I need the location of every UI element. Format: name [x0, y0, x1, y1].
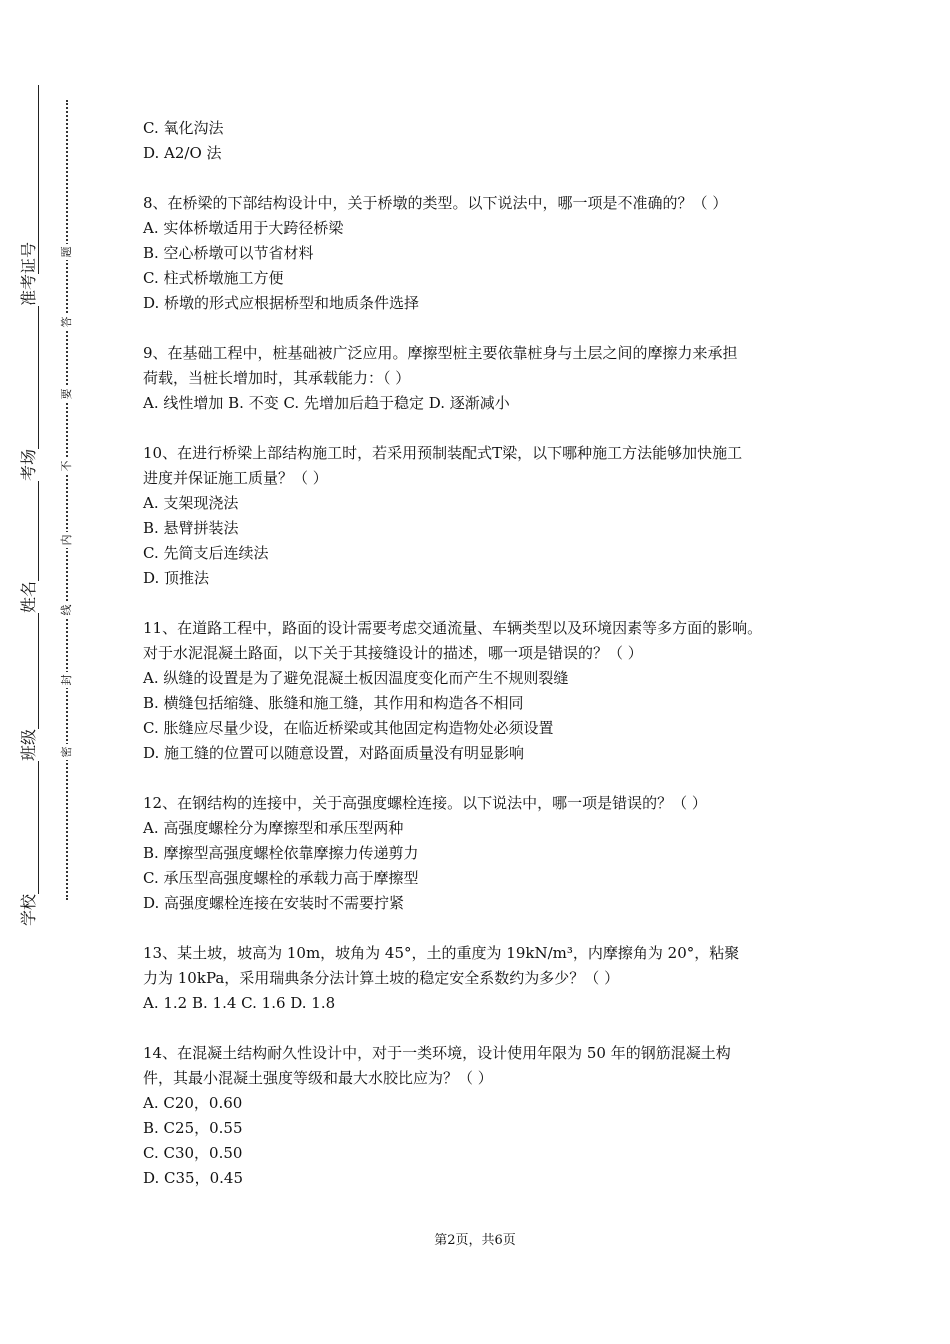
option-line: B. 空心桥墩可以节省材料: [143, 244, 314, 262]
binding-margin: [0, 0, 90, 1344]
option-line: C. 先简支后连续法: [143, 544, 269, 562]
question-stem: 9、在基础工程中，桩基础被广泛应用。摩擦型桩主要依靠桩身与土层之间的摩擦力来承担: [143, 344, 738, 362]
option-line: D. 桥墩的形式应根据桥型和地质条件选择: [143, 294, 420, 312]
option-line: B. 横缝包括缩缝、胀缝和施工缝，其作用和构造各不相同: [143, 694, 524, 712]
question-10: [143, 441, 833, 591]
seal-char: 题: [59, 244, 75, 260]
class-label: 班级: [20, 729, 56, 761]
option-line: A. 高强度螺栓分为摩擦型和承压型两种: [143, 819, 404, 837]
exam-content: [143, 116, 833, 1216]
question-8: [143, 191, 833, 316]
option-line: A. 线性增加 B. 不变 C. 先增加后趋于稳定 D. 逐渐减小: [143, 394, 510, 412]
option-line: B. 摩擦型高强度螺栓依靠摩擦力传递剪力: [143, 844, 419, 862]
school-label: 学校: [20, 894, 56, 926]
name-label: 姓名: [20, 581, 56, 613]
seal-char: 内: [59, 532, 75, 548]
question-11: [143, 616, 833, 766]
question-stem: 11、在道路工程中，路面的设计需要考虑交通流量、车辆类型以及环境因素等多方面的影响。: [143, 619, 763, 637]
seal-char: 要: [59, 386, 75, 402]
question-stem: 8、在桥梁的下部结构设计中，关于桥墩的类型。以下说法中，哪一项是不准确的？（ ）: [143, 194, 728, 212]
option-line: A. 支架现浇法: [143, 494, 239, 512]
seal-char: 线: [59, 602, 75, 618]
question-stem: 进度并保证施工质量？（ ）: [143, 469, 328, 487]
question-9: [143, 341, 833, 416]
question-stem: 12、在钢结构的连接中，关于高强度螺栓连接。以下说法中，哪一项是错误的？（ ）: [143, 794, 707, 812]
option-line: A. 1.2 B. 1.4 C. 1.6 D. 1.8: [143, 994, 336, 1012]
question-stem: 10、在进行桥梁上部结构施工时，若采用预制装配式T梁，以下哪种施工方法能够加快施工: [143, 444, 743, 462]
question-7-continued: [143, 116, 833, 166]
option-line: A. 实体桥墩适用于大跨径桥梁: [143, 219, 344, 237]
option-line: D. 顶推法: [143, 569, 210, 587]
question-14: [143, 1041, 833, 1191]
question-stem: 力为 10kPa，采用瑞典条分法计算土坡的稳定安全系数约为多少？（ ）: [143, 969, 620, 987]
option-line: D. C35，0.45: [143, 1169, 243, 1187]
seal-char: 答: [59, 314, 75, 330]
option-line: B. 悬臂拼装法: [143, 519, 239, 537]
question-stem: 荷载，当桩长增加时，其承载能力：（ ）: [143, 369, 411, 387]
page-number: 第2页，共6页: [434, 1233, 516, 1248]
option-line: D. A2/O 法: [143, 144, 222, 162]
option-line: D. 高强度螺栓连接在安装时不需要拧紧: [143, 894, 405, 912]
option-line: C. 承压型高强度螺栓的承载力高于摩擦型: [143, 869, 419, 887]
exam-id-label: 准考证号: [20, 274, 56, 306]
question-12: [143, 791, 833, 916]
question-13: [143, 941, 833, 1016]
seal-char: 密: [59, 744, 75, 760]
option-line: C. 柱式桥墩施工方便: [143, 269, 284, 287]
option-line: A. C20，0.60: [143, 1094, 243, 1112]
question-stem: 14、在混凝土结构耐久性设计中，对于一类环境，设计使用年限为 50 年的钢筋混凝土构: [143, 1044, 731, 1062]
question-stem: 件，其最小混凝土强度等级和最大水胶比应为？（ ）: [143, 1069, 493, 1087]
option-line: C. C30，0.50: [143, 1144, 243, 1162]
option-line: D. 施工缝的位置可以随意设置，对路面质量没有明显影响: [143, 744, 525, 762]
option-line: B. C25，0.55: [143, 1119, 243, 1137]
option-line: C. 胀缝应尽量少设，在临近桥梁或其他固定构造物处必须设置: [143, 719, 554, 737]
binding-dotted-line: [66, 100, 68, 900]
option-line: A. 纵缝的设置是为了避免混凝土板因温度变化而产生不规则裂缝: [143, 669, 569, 687]
option-line: C. 氧化沟法: [143, 119, 224, 137]
binding-solid-line: [38, 85, 39, 925]
question-stem: 对于水泥混凝土路面，以下关于其接缝设计的描述，哪一项是错误的？（ ）: [143, 644, 643, 662]
question-stem: 13、某土坡，坡高为 10m，坡角为 45°，土的重度为 19kN/m³，内摩擦角为 20°，粘聚: [143, 944, 740, 962]
seal-char: 不: [59, 458, 75, 474]
exam-room-label: 考场: [20, 449, 56, 481]
seal-char: 封: [59, 672, 75, 688]
